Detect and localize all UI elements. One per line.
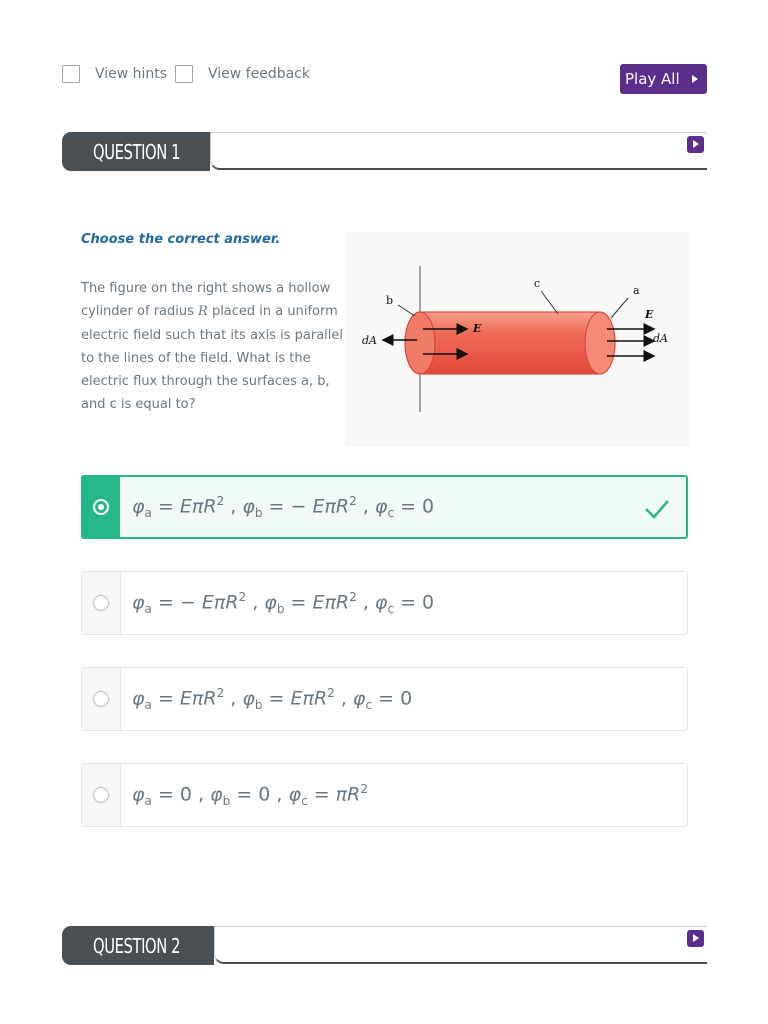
answer-option-4[interactable] xyxy=(81,763,688,827)
label-c: c xyxy=(534,277,541,290)
play-triangle-icon xyxy=(692,75,698,83)
question-text: The figure on the right shows a hollow cylinder of radius R placed in a uniform electric field such that its axis is parallel to the lines of the field. What is the electric flux through the surfaces a, b, and c is equal to? xyxy=(81,281,344,413)
view-hints-label[interactable]: View hints xyxy=(95,66,168,82)
answer-option-2[interactable] xyxy=(81,571,688,635)
question-2-tab: QUESTION 2 xyxy=(62,926,214,965)
cylinder-figure xyxy=(345,232,689,447)
play-square-icon[interactable] xyxy=(687,136,704,153)
radio-unselected-icon[interactable] xyxy=(93,595,109,611)
radio-unselected-icon[interactable] xyxy=(93,691,109,707)
label-b: b xyxy=(386,294,394,307)
radio-selected-icon[interactable] xyxy=(93,499,109,515)
answer-option-3[interactable] xyxy=(81,667,688,731)
cylinder-diagram xyxy=(345,232,689,447)
label-e-center: E xyxy=(473,322,482,335)
option-formula: $\varphi_a = E\pi R^2$ , $\varphi_b = E\pi R^2$ , $\varphi_c = 0$ xyxy=(132,686,413,713)
option-gutter xyxy=(83,477,120,537)
checkmark-icon xyxy=(644,499,670,519)
question-header-rule xyxy=(210,132,707,170)
view-hints-checkbox[interactable] xyxy=(62,65,80,83)
option-gutter xyxy=(82,668,121,730)
question-header-rule xyxy=(214,926,707,964)
view-feedback-checkbox[interactable] xyxy=(175,65,193,83)
option-formula: $\varphi_a = E\pi R^2$ , $\varphi_b$ = − EπR$^2$ , $\varphi_c = 0$ xyxy=(132,494,435,521)
option-gutter xyxy=(82,764,121,826)
question-2-header xyxy=(62,926,707,966)
question-1-tab: QUESTION 1 xyxy=(62,132,210,171)
option-gutter xyxy=(82,572,121,634)
play-all-label: Play All xyxy=(625,70,680,88)
label-e-right: E xyxy=(645,308,654,321)
top-controls xyxy=(62,64,707,94)
radio-unselected-icon[interactable] xyxy=(93,787,109,803)
question-1-header xyxy=(62,132,707,172)
option-formula: $\varphi_a$ = − EπR$^2$ , $\varphi_b = E\pi R^2$ , $\varphi_c = 0$ xyxy=(132,590,435,617)
answer-option-1[interactable] xyxy=(81,475,688,539)
play-all-button[interactable] xyxy=(620,64,707,94)
label-da-right: dA xyxy=(653,332,668,345)
view-feedback-label[interactable]: View feedback xyxy=(208,66,310,82)
option-formula: $\varphi_a = 0$ , $\varphi_b = 0$ , $\varphi_c = \pi R^2$ xyxy=(132,782,368,809)
label-a: a xyxy=(633,284,640,297)
label-da-left: dA xyxy=(362,334,377,347)
question-instruction: Choose the correct answer. xyxy=(81,232,281,247)
play-square-icon[interactable] xyxy=(687,930,704,947)
